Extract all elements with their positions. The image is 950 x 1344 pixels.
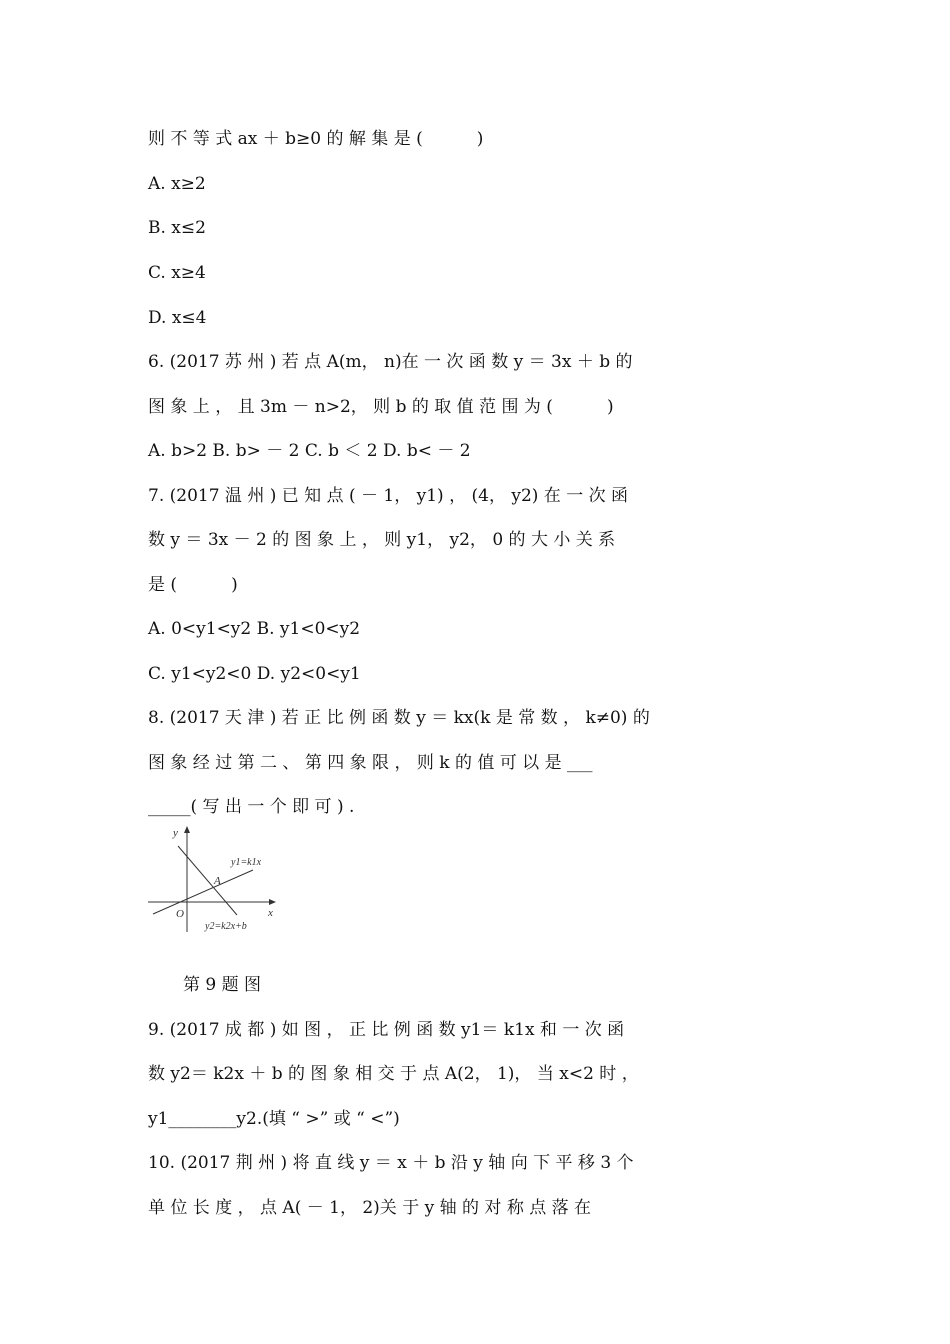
option-c-q5: C. x≥4	[148, 263, 206, 283]
question-6-line-2: 图 象 上 ， 且 3m － n>2， 则 b 的 取 值 范 围 为 ( )	[148, 397, 614, 417]
question-7-line-1: 7. (2017 温 州 ) 已 知 点 ( － 1， y1) ， (4， y2) 在 一 次 函	[148, 486, 629, 506]
question-7-line-2: 数 y ＝ 3x － 2 的 图 象 上 ， 则 y1， y2， 0 的 大 小 关 系	[148, 530, 616, 550]
question-9-line-1: 9. (2017 成 都 ) 如 图 ， 正 比 例 函 数 y1＝ k1x 和 一 次 函	[148, 1020, 625, 1040]
origin-label: O	[176, 908, 184, 920]
figure-9-caption: 第 9 题 图	[183, 975, 262, 995]
question-8-line-1: 8. (2017 天 津 ) 若 正 比 例 函 数 y ＝ kx(k 是 常 数 ， k≠0) 的	[148, 708, 650, 728]
question-9-line-3: y1________y2.(填 “ >” 或 “ <”)	[148, 1109, 400, 1129]
line1-label: y1=k1x	[231, 857, 262, 868]
question-7-line-3: 是 ( )	[148, 575, 238, 595]
option-d-q5: D. x≤4	[148, 308, 207, 328]
question-10-line-1: 10. (2017 荆 州 ) 将 直 线 y ＝ x ＋ b 沿 y 轴 向 下 平 移 3 个	[148, 1153, 634, 1173]
question-7-options-ab: A. 0<y1<y2 B. y1<0<y2	[148, 619, 361, 639]
y-axis-label: y	[173, 827, 178, 839]
option-b-q5: B. x≤2	[148, 218, 206, 238]
question-9-figure	[145, 822, 280, 934]
question-8-line-2: 图 象 经 过 第 二 、 第 四 象 限 ， 则 k 的 值 可 以 是 ___	[148, 753, 593, 773]
question-10-line-2: 单 位 长 度 ， 点 A( － 1， 2)关 于 y 轴 的 对 称 点 落 在	[148, 1198, 592, 1218]
option-a-q5: A. x≥2	[148, 174, 206, 194]
question-6-options: A. b>2 B. b> － 2 C. b ＜ 2 D. b< － 2	[148, 441, 471, 461]
x-axis-label: x	[268, 907, 273, 919]
question-7-options-cd: C. y1<y2<0 D. y2<0<y1	[148, 664, 361, 684]
question-9-line-2: 数 y2＝ k2x ＋ b 的 图 象 相 交 于 点 A(2， 1)， 当 x<2 时 ，	[148, 1064, 639, 1084]
point-a-label: A	[214, 875, 221, 887]
question-8-line-3: _____( 写 出 一 个 即 可 ) .	[148, 797, 355, 817]
line2-label: y2=k2x+b	[205, 921, 247, 932]
question-6-line-1: 6. (2017 苏 州 ) 若 点 A(m， n)在 一 次 函 数 y ＝ 3x ＋ b 的	[148, 352, 633, 372]
line-01: 则 不 等 式 ax ＋ b≥0 的 解 集 是 ( )	[148, 129, 484, 149]
